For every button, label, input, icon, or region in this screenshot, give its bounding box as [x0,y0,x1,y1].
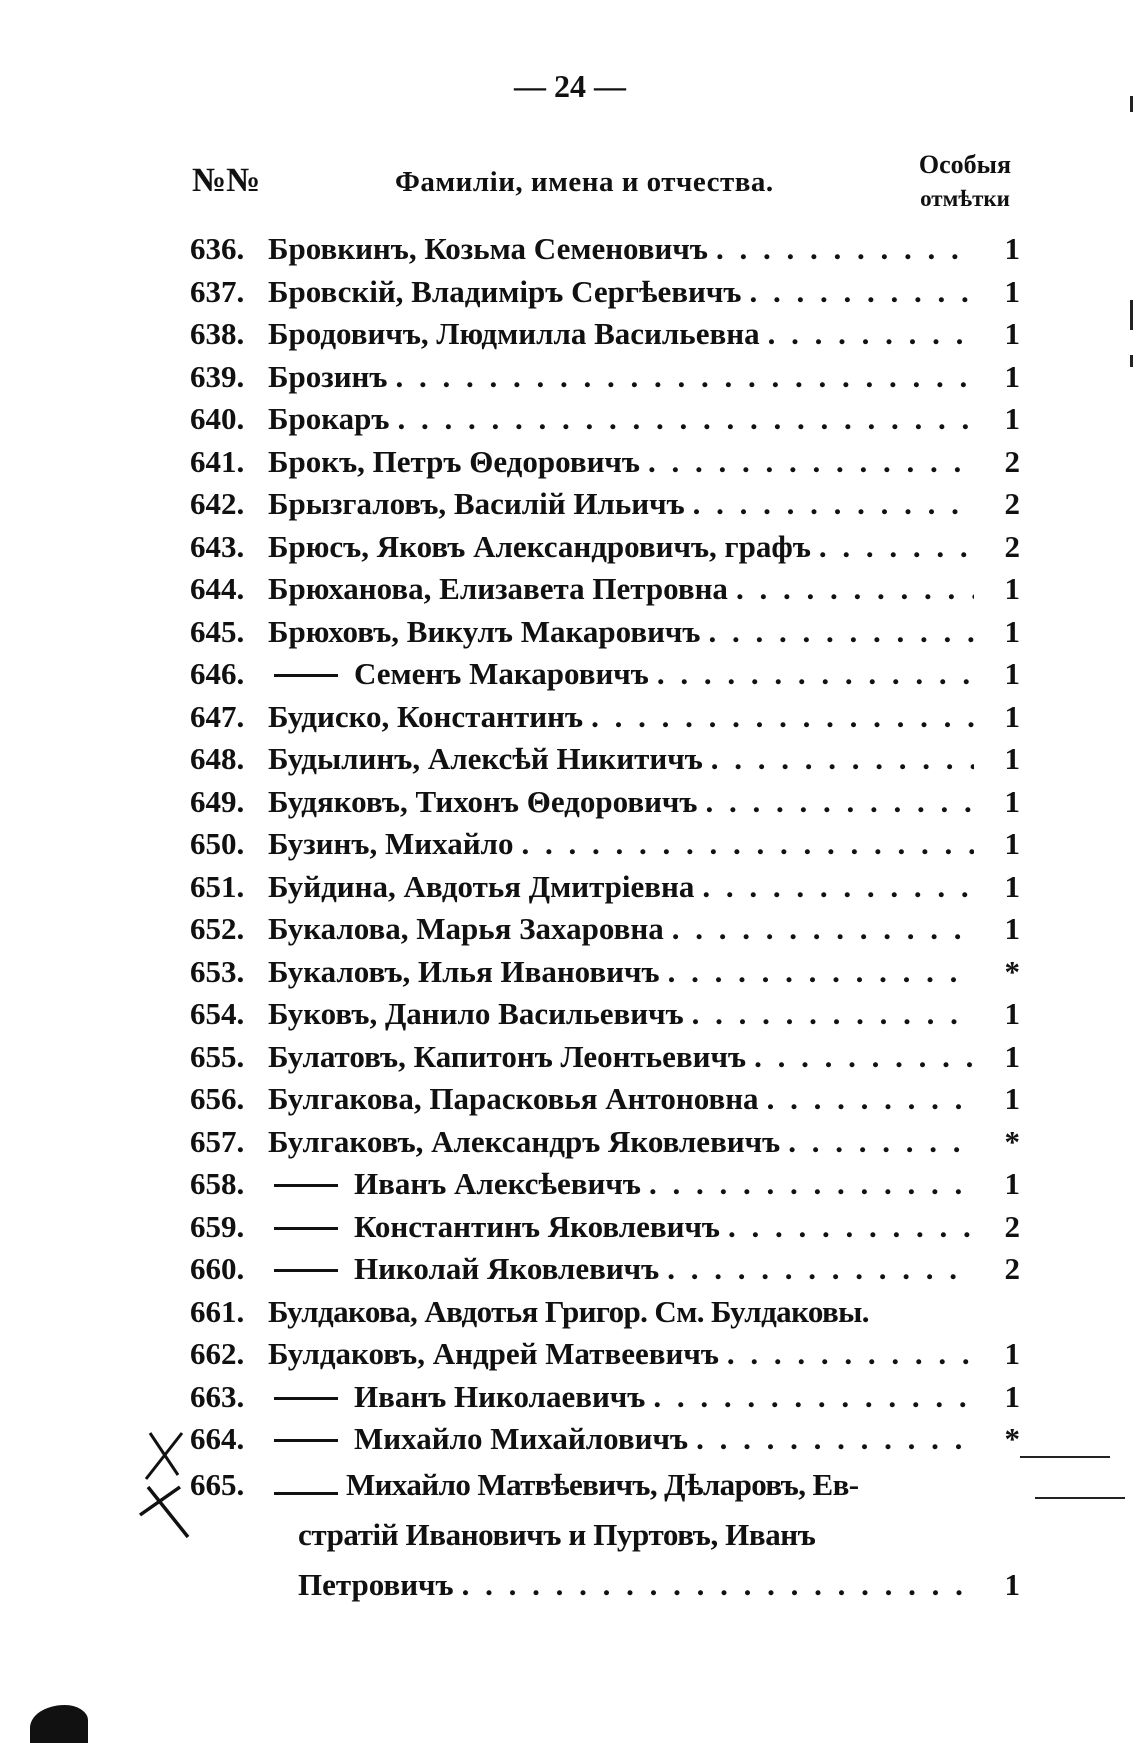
entry-name: Брюсъ, Яковъ Александровичъ, графъ [268,528,811,564]
margin-tick [1130,355,1133,367]
entry-number: 649. [190,783,245,819]
entry-665 [190,1460,1020,1610]
leader-dots [389,398,974,441]
leader-dots [649,653,974,696]
margin-tick [1130,96,1133,112]
entry-mark: 1 [1004,1378,1020,1414]
margin-line [1035,1497,1125,1499]
entry-row [190,1333,1020,1376]
leader-dots [688,1418,974,1461]
entry-number: 641. [190,443,245,479]
entry-mark: 2 [1004,1251,1020,1286]
entry-name: Булатовъ, Капитонъ Леонтьевичъ [268,1038,747,1074]
entry-name: Константинъ Яковлевичъ [268,1206,720,1249]
entry-row [190,1078,1020,1121]
leader-dots [640,441,974,484]
entry-name: Иванъ Николаевичъ [268,1376,645,1419]
leader-dots [660,951,974,994]
leader-dots [685,483,974,526]
entry-row [190,1248,1020,1291]
entry-row [190,1121,1020,1164]
entry-mark: * [1004,953,1020,989]
entry-name: Булгакова, Парасковья Антоновна [268,1081,759,1116]
entry-number: 638. [190,316,245,351]
entry-number: 663. [190,1378,245,1414]
entry-row [190,1376,1020,1419]
entry-mark: 1 [1004,826,1020,861]
entry-number: 652. [190,911,245,946]
entry-row [190,993,1020,1036]
entry-row [190,1418,1020,1461]
leader-dots [780,1121,974,1164]
leader-dots [811,526,974,569]
entry-name: Николай Яковлевичъ [268,1248,659,1291]
entry-name: Булгаковъ, Александръ Яковлевичъ [268,1123,781,1159]
entry-name: Будылинъ, Алексѣй Никитичъ [268,741,703,776]
entry-row [190,271,1020,314]
leader-dots [708,228,974,271]
entry-number: 645. [190,613,245,649]
entry-number: 662. [190,1336,245,1371]
entry-number: 644. [190,571,245,606]
entry-mark: 1 [1004,231,1020,266]
entry-row [190,568,1020,611]
entry-mark: 1 [1004,358,1020,394]
entry-mark: 1 [1004,273,1020,309]
entry-number: 665. [190,1467,245,1502]
entry-name: Брызгаловъ, Василій Ильичъ [268,486,685,521]
entry-mark: 1 [1004,1567,1020,1602]
entry-name: Букалова, Марья Захаровна [268,911,664,946]
entry-665-line2 [190,1510,1020,1560]
entry-row [190,483,1020,526]
entry-number: 651. [190,868,245,904]
entry-mark: 1 [1004,741,1020,776]
leader-dots [454,1560,974,1610]
entry-number: 646. [190,656,245,691]
entry-row [190,1206,1020,1249]
entry-name: Буйдина, Авдотья Дмитріевна [268,868,695,904]
entry-row [190,1163,1020,1206]
leader-dots [728,568,974,611]
entry-name: Брозинъ [268,358,388,394]
entry-name: Бузинъ, Михайло [268,826,514,861]
entry-number: 650. [190,826,245,861]
entry-mark: 2 [1004,528,1020,564]
column-header-notes-line2: отмѣтки [920,186,1010,211]
leader-dots [684,993,974,1036]
entry-row [190,356,1020,399]
entry-mark: 2 [1004,1208,1020,1244]
entry-row [190,951,1020,994]
entry-name: Булдакова, Авдотья Григор. См. Булдаковы. [268,1293,869,1329]
entry-mark: 2 [1004,486,1020,521]
leader-dots [698,781,975,824]
entry-mark: 1 [1004,613,1020,649]
entry-row [190,228,1020,271]
leader-dots [760,313,974,356]
entry-mark: 1 [1004,1081,1020,1116]
entry-row [190,1036,1020,1079]
leader-dots [388,356,975,399]
entry-number: 656. [190,1081,245,1116]
entry-mark: * [1004,1421,1020,1456]
leader-dots [759,1078,974,1121]
entry-mark: 1 [1004,401,1020,436]
entry-name: Бровкинъ, Козьма Семеновичъ [268,231,708,266]
entry-mark: 1 [1004,316,1020,351]
entry-number: 653. [190,953,245,989]
entry-number: 642. [190,486,245,521]
leader-dots [741,271,974,314]
leader-dots [645,1376,974,1419]
leader-dots [513,823,974,866]
entry-number: 648. [190,741,245,776]
leader-dots [701,611,975,654]
entry-665-line1 [190,1460,1020,1510]
entry-number: 636. [190,231,245,266]
entry-row [190,696,1020,739]
entry-name: Бровскій, Владиміръ Сергѣевичъ [268,273,742,309]
entry-row [190,398,1020,441]
entry-name: Булдаковъ, Андрей Матвеевичъ [268,1336,719,1371]
leader-dots [641,1163,974,1206]
entry-row [190,738,1020,781]
entry-mark: 1 [1004,1336,1020,1371]
entry-name: Брокаръ [268,401,390,436]
entry-row [190,866,1020,909]
entry-number: 654. [190,996,245,1031]
entry-number: 647. [190,698,245,734]
entry-mark: 1 [1004,996,1020,1031]
margin-line [1020,1456,1110,1458]
entry-row [190,526,1020,569]
entry-mark: 1 [1004,1038,1020,1074]
entry-name: Будиско, Константинъ [268,698,584,734]
leader-dots [720,1206,974,1249]
entry-name: Семенъ Макаровичъ [268,653,649,696]
entry-name: Будяковъ, Тихонъ Θедоровичъ [268,783,698,819]
leader-dots [659,1248,974,1291]
entry-665-line3 [190,1560,1020,1610]
entry-name: Иванъ Алексѣевичъ [268,1163,641,1206]
entry-mark: 1 [1004,571,1020,606]
entry-row [190,611,1020,654]
entry-row [190,653,1020,696]
entry-number: 655. [190,1038,245,1074]
entry-name: Бродовичъ, Людмилла Васильевна [268,316,760,351]
leader-dots [583,696,974,739]
entry-number: 639. [190,358,245,394]
entry-name: Букаловъ, Илья Ивановичъ [268,953,660,989]
entry-row [190,908,1020,951]
entry-name: Буковъ, Данило Васильевичъ [268,996,684,1031]
entry-mark: 1 [1004,911,1020,946]
entry-text: Михайло Матвѣевичъ, Дѣларовъ, Ев- [346,1467,859,1502]
entry-mark: 1 [1004,1166,1020,1201]
entry-number: 637. [190,273,245,309]
entry-text: Петровичъ [298,1567,454,1602]
leader-dots [719,1333,974,1376]
entry-list [190,228,1020,1461]
leader-dots [703,738,974,781]
page-number: — 24 — [514,68,626,104]
entry-name: Брюханова, Елизавета Петровна [268,571,728,606]
leader-dots [746,1036,974,1079]
column-header-number: №№ [192,162,261,199]
entry-row [190,1291,1020,1334]
entry-number: 658. [190,1166,245,1201]
entry-number: 657. [190,1123,245,1159]
entry-row [190,313,1020,356]
entry-row [190,781,1020,824]
column-header-notes [900,148,1030,216]
ditto-dash [274,1492,338,1495]
entry-number: 664. [190,1421,245,1456]
entry-text: стратій Ивановичъ и Пуртовъ, Иванъ [298,1517,816,1552]
leader-dots [694,866,974,909]
ink-blot [30,1705,88,1743]
column-header-names: Фамиліи, имена и отчества. [395,166,774,198]
leader-dots [664,908,974,951]
entry-mark: 2 [1004,443,1020,479]
entry-mark: 1 [1004,656,1020,691]
entry-mark: 1 [1004,698,1020,734]
handwritten-xx-mark [130,1425,200,1545]
entry-number: 660. [190,1251,245,1286]
entry-row [190,441,1020,484]
entry-number: 643. [190,528,245,564]
entry-number: 661. [190,1293,245,1329]
entry-row [190,823,1020,866]
entry-name: Брюховъ, Викулъ Макаровичъ [268,613,701,649]
column-header-notes-line1: Особыя [918,150,1012,179]
entry-name: Михайло Михайловичъ [268,1418,688,1461]
entry-mark: 1 [1004,783,1020,819]
entry-number: 640. [190,401,245,436]
entry-mark: * [1004,1123,1020,1159]
entry-name: Брокъ, Петръ Θедоровичъ [268,443,640,479]
margin-tick [1130,300,1133,330]
entry-mark: 1 [1004,868,1020,904]
entry-number: 659. [190,1208,245,1244]
